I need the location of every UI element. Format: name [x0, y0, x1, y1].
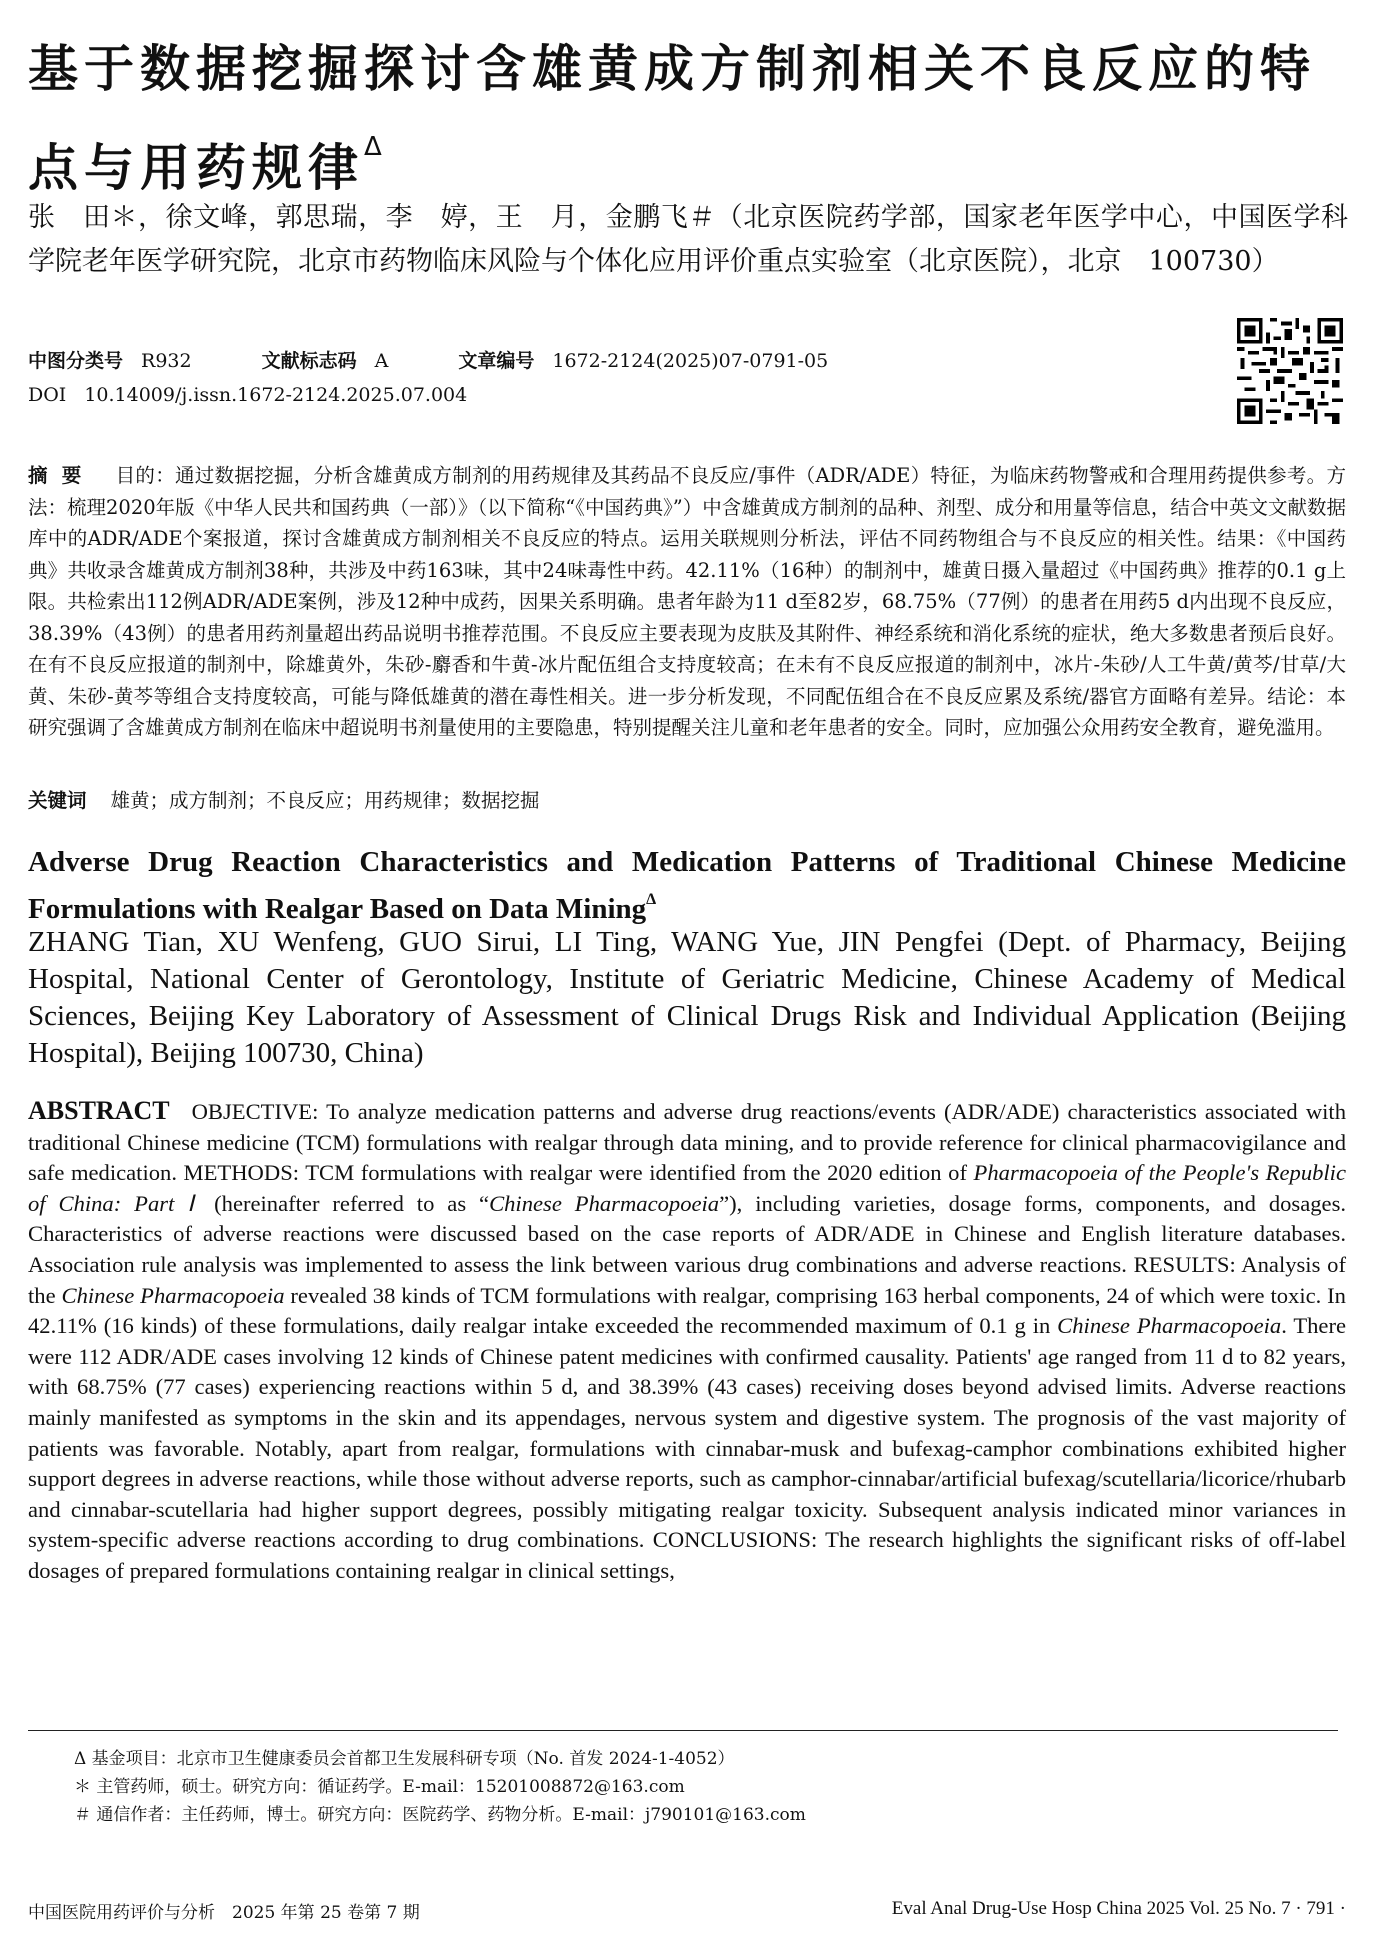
english-abstract-part: ”), including varieties, dosage forms, components, and dosages. Characteristics of adverse reactions were discussed based on the case reports of ADR/ADE in Chinese and English literature databases. Association rule analysis was implemented to assess the link between various drug combinations and adverse reactions. RESULTS: Analysis of the: [28, 1190, 1347, 1308]
chinese-authors-affiliation: 张 田＊，徐文峰，郭思瑞，李 婷，王 月，金鹏飞＃（北京医院药学部，国家老年医学中心，中国医学科学院老年医学研究院，北京市药物临床风险与个体化应用评价重点实验室（北京医院），北京 100730）: [28, 202, 1348, 277]
english-authors-affiliation: ZHANG Tian, XU Wenfeng, GUO Sirui, LI Ting, WANG Yue, JIN Pengfei (Dept. of Pharmacy, Beijing Hospital, National Center of Gerontology, Institute of Geriatric Medicine, Chinese Academy of Medical Sciences, Beijing Key Laboratory of Assessment of Clinical Drugs Risk and Individual Application (Beijing Hospital), Beijing 100730, China): [28, 926, 1346, 1069]
chinese-title-text: 基于数据挖掘探讨含雄黄成方制剂相关不良反应的特点与用药规律: [28, 40, 1316, 197]
footer-journal-cn: 中国医院用药评价与分析 2025 年第 25 卷第 7 期: [28, 1903, 420, 1923]
pharmacopoeia-italic: Chinese Pharmacopoeia: [61, 1282, 285, 1308]
chinese-keywords-label: 关键词: [28, 789, 87, 812]
funding-mark: Δ: [364, 132, 382, 162]
chinese-abstract-text: 目的：通过数据挖掘，分析含雄黄成方制剂的用药规律及其药品不良反应/事件（ADR/ADE）特征，为临床药物警戒和合理用药提供参考。方法：梳理2020年版《中华人民共和国药典（一部）》（以下简称“《中国药典》”）中含雄黄成方制剂的品种、剂型、成分和用量等信息，结合中英文文献数据库中的ADR/ADE个案报道，探讨含雄黄成方制剂相关不良反应的特点。运用关联规则分析法，评估不同药物组合与不良反应的相关性。结果：《中国药典》共收录含雄黄成方制剂38种，共涉及中药163味，其中24味毒性中药。42.11%（16种）的制剂中，雄黄日摄入量超过《中国药典》推荐的0.1 g上限。共检索出112例ADR/ADE案例，涉及12种中成药，因果关系明确。患者年龄为11 d至82岁，68.75%（77例）的患者在用药5 d内出现不良反应，38.39%（43例）的患者用药剂量超出药品说明书推荐范围。不良反应主要表现为皮肤及其附件、神经系统和消化系统的症状，绝大多数患者预后良好。在有不良反应报道的制剂中，除雄黄外，朱砂-麝香和牛黄-冰片配伍组合支持度较高；在未有不良反应报道的制剂中，冰片-朱砂/人工牛黄/黄芩/甘草/大黄、朱砂-黄芩等组合支持度较高，可能与降低雄黄的潜在毒性相关。进一步分析发现，不同配伍组合在不良反应累及系统/器官方面略有差异。结论：本研究强调了含雄黄成方制剂在临床中超说明书剂量使用的主要隐患，特别提醒关注儿童和老年患者的安全。同时，应加强公众用药安全教育，避免滥用。: [28, 464, 1346, 739]
article-no-value: 1672-2124(2025)07-0791-05: [552, 350, 829, 372]
english-abstract-part: . There were 112 ADR/ADE cases involving 12 kinds of Chinese patent medicines with confirmed causality. Patients' age ranged from 11 d to 82 years, with 68.75% (77 cases) experiencing reactions within 5 d, and 38.39% (43 cases) receiving doses beyond advised limits. Adverse reactions mainly manifested as symptoms in the skin and its appendages, nervous system and digestive system. The prognosis of the vast majority of patients was favorable. Notably, apart from realgar, formulations with cinnabar-musk and bufexag-camphor combinations exhibited higher support degrees in adverse reactions, while those without adverse reports, such as camphor-cinnabar/artificial bufexag/scutellaria/licorice/rhubarb and cinnabar-scutellaria had higher support degrees, possibly mitigating realgar toxicity. Subsequent analysis indicated minor variances in system-specific adverse reactions according to drug combinations. CONCLUSIONS: The research highlights the significant risks of off-label dosages of prepared formulations containing realgar in clinical settings,: [28, 1313, 1346, 1583]
english-funding-mark: Δ: [646, 891, 657, 908]
classification-line: [28, 346, 828, 373]
clc-value: R932: [141, 350, 192, 372]
english-abstract-part: (hereinafter referred to as “: [201, 1190, 490, 1216]
qr-code[interactable]: [1236, 318, 1344, 424]
doi-label: DOI: [28, 384, 67, 406]
english-abstract: [28, 1096, 1346, 1587]
pharmacopoeia-italic: Chinese Pharmacopoeia: [1057, 1313, 1282, 1339]
pharmacopoeia-italic: Pharmacopoeia of the People's Republic of China: Part Ⅰ: [28, 1160, 1346, 1216]
english-abstract-label: ABSTRACT: [28, 1096, 170, 1125]
pharmacopoeia-italic: Chinese Pharmacopoeia: [489, 1190, 720, 1216]
english-abstract-part: OBJECTIVE: To analyze medication patterns and adverse drug reactions/events (ADR/ADE) characteristics associated with traditional Chinese medicine (TCM) formulations with realgar through data mining, and to provide reference for clinical pharmacovigilance and safe medication. METHODS: TCM formulations with realgar were identified from the 2020 edition of: [28, 1099, 1346, 1186]
footnotes: [74, 1745, 1274, 1829]
doi-line: [28, 384, 467, 406]
chinese-abstract: [28, 460, 1346, 744]
footnote-first-author: ＊ 主管药师，硕士。研究方向：循证药学。E-mail：15201008872@163.com: [74, 1777, 685, 1797]
doc-code-label: 文献标志码: [261, 350, 357, 372]
chinese-keywords: [28, 785, 1346, 813]
english-title: [28, 843, 1346, 928]
clc-label: 中图分类号: [28, 350, 124, 372]
english-title-text: Adverse Drug Reaction Characteristics and Medication Patterns of Traditional Chinese Medicine Formulations with Realgar Based on Data Mining: [28, 846, 1346, 925]
footer-journal-en: Eval Anal Drug-Use Hosp China 2025 Vol. 25 No. 7 · 791 ·: [891, 1898, 1346, 1919]
english-abstract-part: revealed 38 kinds of TCM formulations with realgar, comprising 163 herbal components, 24 of which were toxic. In 42.11% (16 kinds) of these formulations, daily realgar intake exceeded the recommended maximum of 0.1 g in: [28, 1282, 1346, 1339]
article-no-label: 文章编号: [458, 350, 535, 372]
chinese-abstract-label: 摘要: [28, 464, 96, 487]
chinese-keywords-text: 雄黄；成方制剂；不良反应；用药规律；数据挖掘: [110, 789, 540, 812]
footnote-divider: [28, 1730, 1338, 1731]
footnote-corresponding-author: ＃ 通信作者：主任药师，博士。研究方向：医院药学、药物分析。E-mail：j790101@163.com: [74, 1805, 806, 1825]
chinese-title: [28, 30, 1348, 207]
footnote-funding: Δ 基金项目：北京市卫生健康委员会首都卫生发展科研专项（No. 首发 2024-1-4052）: [74, 1749, 735, 1769]
doi-value[interactable]: 10.14009/j.issn.1672-2124.2025.07.004: [84, 384, 468, 406]
doc-code-value: A: [374, 350, 389, 372]
